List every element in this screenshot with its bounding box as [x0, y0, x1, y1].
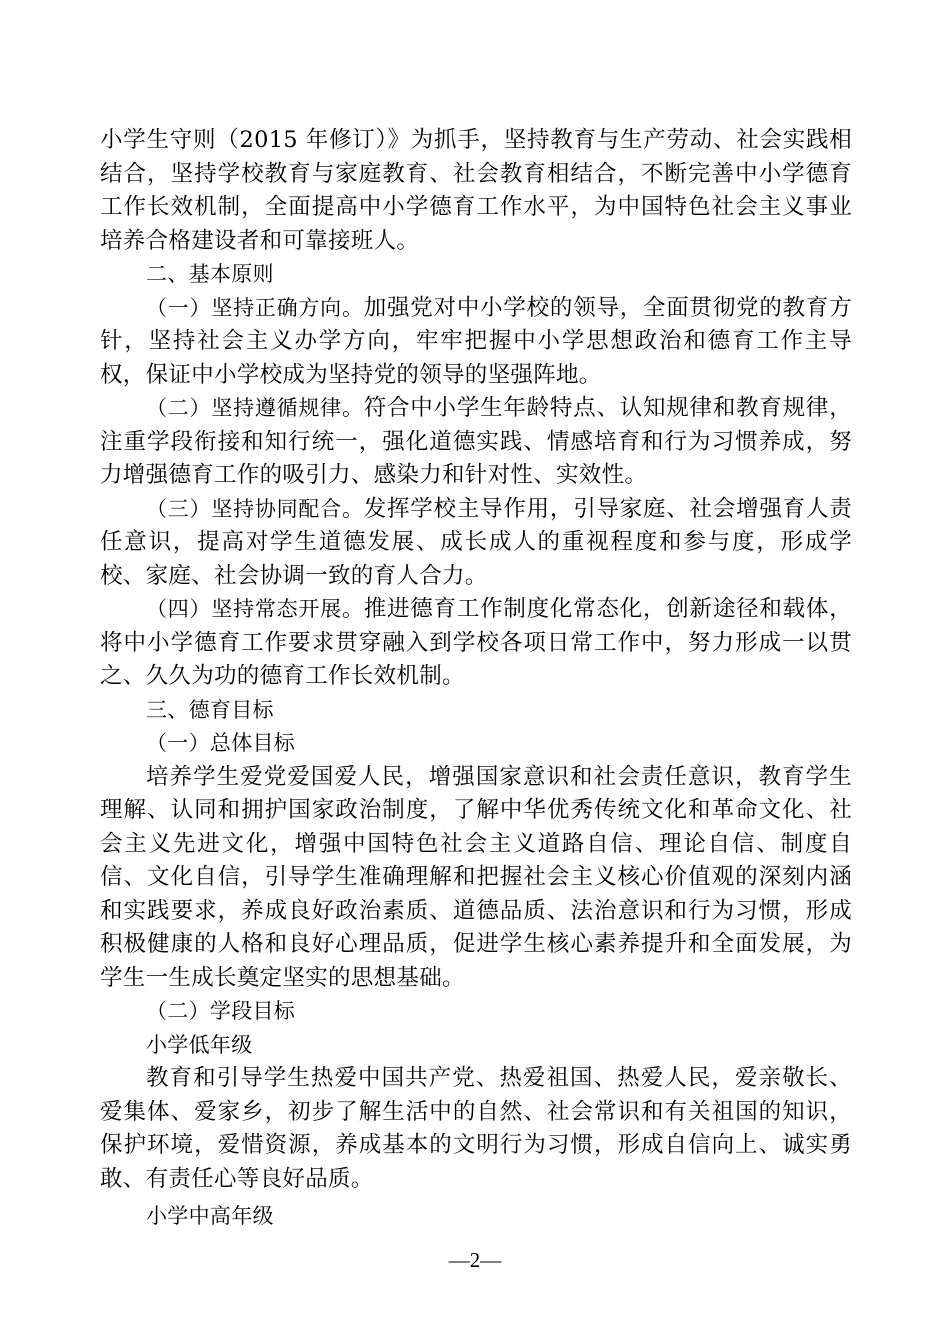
principle-4-text: 推进德育工作制度化常态化，创新途径和载体，将中小学德育工作要求贯穿融入到学校各项日常工作中，努力形成一以贯之、久久为功的德育工作长效机制。	[100, 596, 852, 689]
principle-paragraph-2	[100, 392, 852, 493]
subheading-primary-upper: 小学中高年级	[146, 1204, 274, 1228]
principle-3-lead: （三）坚持协同配合。	[146, 496, 364, 521]
document-page	[100, 124, 852, 1234]
section-heading-principles: 二、基本原则	[146, 262, 274, 286]
subheading-overall-goal: （一）总体目标	[146, 731, 296, 755]
principle-paragraph-4	[100, 593, 852, 694]
principle-paragraph-1	[100, 292, 852, 393]
intro-paragraph: 小学生守则（2015 年修订）》为抓手，坚持教育与生产劳动、社会实践相结合，坚持学校教育与家庭教育、社会教育相结合，不断完善中小学德育工作长效机制，全面提高中小学德育工作水平，为中国特色社会主义事业培养合格建设者和可靠接班人。	[100, 127, 852, 254]
principle-1-lead: （一）坚持正确方向。	[146, 295, 364, 320]
subheading-stage-goals: （二）学段目标	[146, 999, 296, 1023]
subheading-primary-lower: 小学低年级	[146, 1032, 253, 1057]
principle-paragraph-3	[100, 493, 852, 594]
principle-1-text: 加强党对中小学校的领导，全面贯彻党的教育方针，坚持社会主义办学方向，牢牢把握中小学思想政治和德育工作主导权，保证中小学校成为坚持党的领导的坚强阵地。	[100, 294, 852, 388]
page-number: —2—	[448, 1248, 502, 1272]
overall-goal-paragraph: 培养学生爱党爱国爱人民，增强国家意识和社会责任意识，教育学生理解、认同和拥护国家政治制度，了解中华优秀传统文化和革命文化、社会主义先进文化，增强中国特色社会主义道路自信、理论自信、制度自信、文化自信，引导学生准确理解和把握社会主义核心价值观的深刻内涵和实践要求，养成良好政治素质、道德品质、法治意识和行为习惯，形成积极健康的人格和良好心理品质，促进学生核心素养提升和全面发展，为学生一生成长奠定坚实的思想基础。	[100, 763, 852, 991]
principle-2-lead: （二）坚持遵循规律。	[146, 396, 364, 420]
principle-4-lead: （四）坚持常态开展。	[146, 597, 364, 621]
primary-lower-paragraph: 教育和引导学生热爱中国共产党、热爱祖国、热爱人民，爱亲敬长、爱集体、爱家乡，初步了解生活中的自然、社会常识和有关祖国的知识，保护环境，爱惜资源，养成基本的文明行为习惯，形成自信向上、诚实勇敢、有责任心等良好品质。	[100, 1065, 852, 1192]
principle-2-text: 符合中小学生年龄特点、认知规律和教育规律，注重学段衔接和知行统一，强化道德实践、情感培育和行为习惯养成，努力增强德育工作的吸引力、感染力和针对性、实效性。	[100, 395, 852, 488]
section-heading-goals: 三、德育目标	[146, 697, 274, 722]
principle-3-text: 发挥学校主导作用，引导家庭、社会增强育人责任意识，提高对学生道德发展、成长成人的重视程度和参与度，形成学校、家庭、社会协调一致的育人合力。	[100, 495, 852, 589]
